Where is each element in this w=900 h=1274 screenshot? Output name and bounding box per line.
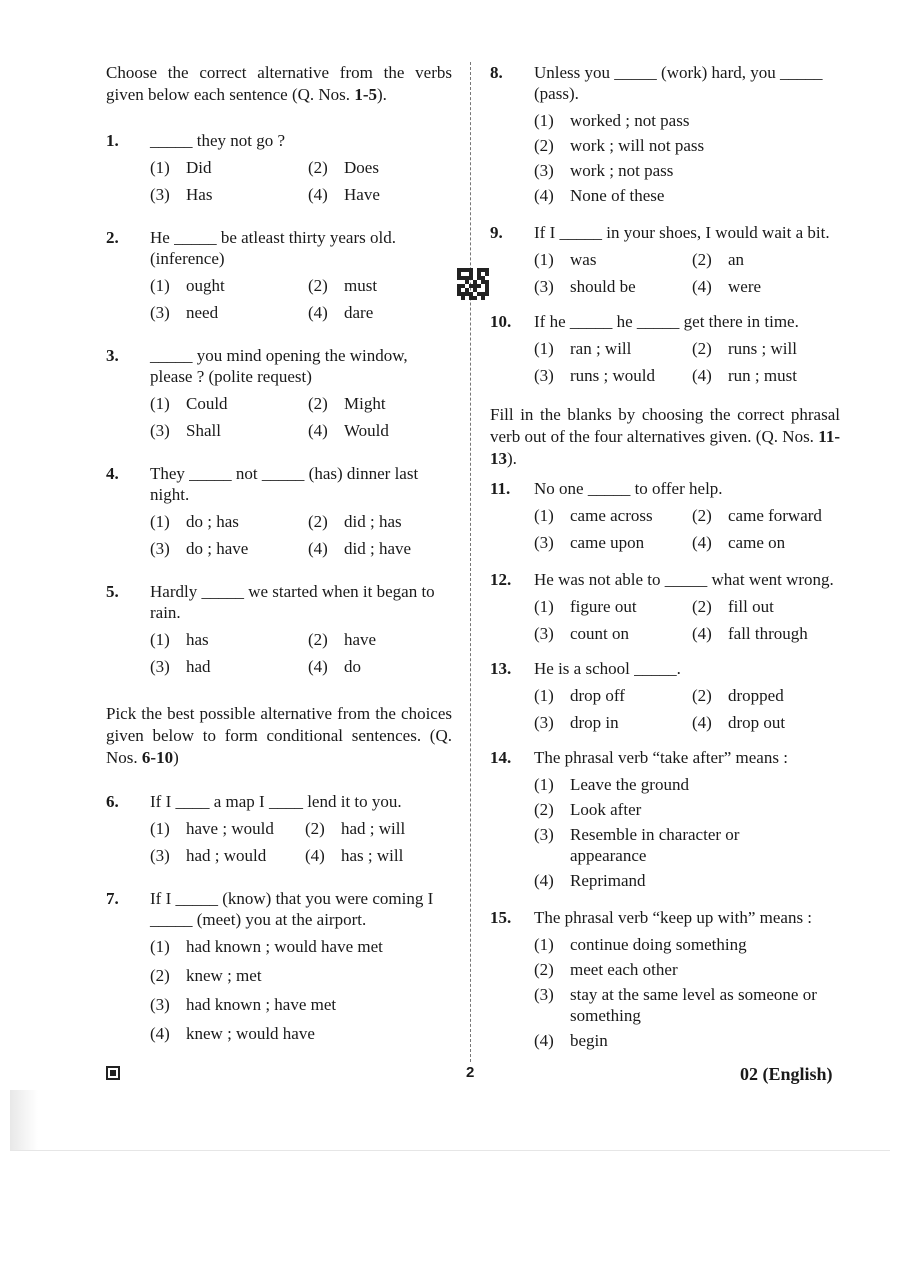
instructions-q11-13: Fill in the blanks by choosing the correct phrasal verb out of the four alternatives given. (Q. Nos. 11-13). — [490, 405, 840, 468]
option-2[interactable]: (2) came forward — [692, 506, 822, 525]
option-3[interactable]: (3) should be — [534, 277, 636, 296]
question-text: If I _____ (know) that you were coming I _____ (meet) you at the airport. — [150, 889, 434, 929]
option-4[interactable]: (4) were — [692, 277, 762, 296]
option-1[interactable]: (1) ought — [150, 276, 225, 295]
option-4[interactable]: (4) Would — [308, 421, 389, 440]
option-4[interactable]: (4) did ; have — [308, 539, 412, 558]
option-1[interactable]: (1) do ; has — [150, 512, 239, 531]
option-3[interactable]: (3) drop in — [534, 713, 619, 732]
option-2[interactable]: (2) meet each other — [534, 960, 678, 979]
column-divider — [470, 62, 471, 1062]
question-text: The phrasal verb “take after” means : — [534, 748, 788, 767]
options — [534, 110, 840, 206]
option-2[interactable]: (2) Look after — [534, 800, 642, 819]
question-number: 11. — [490, 479, 511, 498]
question-8 — [490, 62, 840, 206]
option-1[interactable]: (1) had known ; would have met — [150, 937, 383, 956]
options — [150, 157, 452, 205]
option-1[interactable]: (1) Leave the ground — [534, 775, 689, 794]
question-3 — [106, 345, 452, 441]
option-1[interactable]: (1) drop off — [534, 686, 625, 705]
option-4[interactable]: (4) do — [308, 657, 361, 676]
option-3[interactable]: (3) stay at the same level as someone or something — [534, 985, 817, 1025]
option-4[interactable]: (4) begin — [534, 1031, 608, 1050]
options — [150, 275, 452, 323]
question-text: _____ you mind opening the window, please ? (polite request) — [150, 346, 408, 386]
question-number: 10. — [490, 312, 512, 331]
option-2[interactable]: (2) have — [308, 630, 377, 649]
options — [534, 505, 840, 553]
question-text: Unless you _____ (work) hard, you _____ (pass). — [534, 63, 823, 103]
option-1[interactable]: (1) was — [534, 250, 597, 269]
right-column — [490, 62, 840, 1051]
option-4[interactable]: (4) has ; will — [305, 846, 404, 865]
option-4[interactable]: (4) None of these — [534, 186, 665, 205]
question-text: If I _____ in your shoes, I would wait a bit. — [534, 223, 830, 242]
scan-shadow — [10, 1090, 38, 1150]
question-6 — [106, 791, 452, 866]
question-number: 5. — [106, 582, 119, 601]
option-1[interactable]: (1) have ; would — [150, 819, 274, 838]
option-4[interactable]: (4) dare — [308, 303, 374, 322]
question-number: 9. — [490, 223, 503, 242]
question-number: 8. — [490, 63, 503, 82]
option-2[interactable]: (2) runs ; will — [692, 339, 797, 358]
options — [150, 629, 452, 677]
option-2[interactable]: (2) did ; has — [308, 512, 402, 531]
option-3[interactable]: (3) do ; have — [150, 539, 249, 558]
question-text: If he _____ he _____ get there in time. — [534, 312, 799, 331]
options — [150, 936, 452, 1044]
option-3[interactable]: (3) runs ; would — [534, 366, 655, 385]
option-2[interactable]: (2) had ; will — [305, 819, 406, 838]
question-number: 6. — [106, 792, 119, 811]
question-13 — [490, 658, 840, 733]
paper-code: 02 (English) — [740, 1064, 833, 1084]
options — [534, 596, 840, 644]
option-3[interactable]: (3) Shall — [150, 421, 221, 440]
question-text: The phrasal verb “keep up with” means : — [534, 908, 813, 927]
option-1[interactable]: (1) figure out — [534, 597, 637, 616]
question-number: 12. — [490, 570, 512, 589]
option-2[interactable]: (2) dropped — [692, 686, 784, 705]
option-2[interactable]: (2) Does — [308, 158, 379, 177]
option-4[interactable]: (4) Have — [308, 185, 380, 204]
options — [534, 774, 840, 891]
question-text: He was not able to _____ what went wrong. — [534, 570, 834, 589]
option-3[interactable]: (3) had ; would — [150, 846, 267, 865]
left-column — [106, 62, 452, 1044]
option-1[interactable]: (1) has — [150, 630, 209, 649]
question-text: Hardly _____ we started when it began to rain. — [150, 582, 435, 622]
question-7 — [106, 888, 452, 1044]
option-2[interactable]: (2) knew ; met — [150, 966, 262, 985]
question-12 — [490, 569, 840, 644]
options — [534, 934, 840, 1051]
options — [150, 511, 452, 559]
options — [534, 685, 840, 733]
option-1[interactable]: (1) worked ; not pass — [534, 111, 690, 130]
question-number: 14. — [490, 748, 512, 767]
question-14 — [490, 747, 840, 891]
question-text: He is a school _____. — [534, 659, 681, 678]
question-text: No one _____ to offer help. — [534, 479, 723, 498]
option-3[interactable]: (3) came upon — [534, 533, 645, 552]
question-2 — [106, 227, 452, 323]
options — [534, 338, 840, 386]
option-4[interactable]: (4) came on — [692, 533, 786, 552]
instructions-q6-10: Pick the best possible alternative from the choices given below to form conditional sentences. (Q. Nos. 6-10) — [106, 704, 452, 767]
question-4 — [106, 463, 452, 559]
options — [534, 249, 840, 297]
option-4[interactable]: (4) knew ; would have — [150, 1024, 315, 1043]
option-2[interactable]: (2) fill out — [692, 597, 774, 616]
question-1 — [106, 130, 452, 205]
question-number: 13. — [490, 659, 512, 678]
option-2[interactable]: (2) Might — [308, 394, 386, 413]
option-2[interactable]: (2) work ; will not pass — [534, 136, 705, 155]
question-15 — [490, 907, 840, 1051]
page-number: 2 — [466, 1064, 475, 1081]
option-3[interactable]: (3) Resemble in character or appearance — [534, 825, 740, 865]
option-4[interactable]: (4) run ; must — [692, 366, 797, 385]
option-3[interactable]: (3) work ; not pass — [534, 161, 674, 180]
question-number: 1. — [106, 131, 119, 150]
question-text: He _____ be atleast thirty years old. (inference) — [150, 228, 396, 268]
option-4[interactable]: (4) drop out — [692, 713, 786, 732]
option-1[interactable]: (1) continue doing something — [534, 935, 747, 954]
question-number: 4. — [106, 464, 119, 483]
option-2[interactable]: (2) an — [692, 250, 745, 269]
question-text: _____ they not go ? — [150, 131, 286, 150]
qr-code-icon — [457, 268, 489, 300]
options — [150, 818, 452, 866]
options — [150, 393, 452, 441]
instructions-q1-5: Choose the correct alternative from the verbs given below each sentence (Q. Nos. 1-5). — [106, 63, 452, 104]
option-3[interactable]: (3) count on — [534, 624, 630, 643]
question-text: They _____ not _____ (has) dinner last night. — [150, 464, 419, 504]
question-number: 3. — [106, 346, 119, 365]
question-number: 2. — [106, 228, 119, 247]
option-3[interactable]: (3) had known ; have met — [150, 995, 337, 1014]
question-11 — [490, 478, 840, 553]
option-1[interactable]: (1) came across — [534, 506, 653, 525]
option-1[interactable]: (1) ran ; will — [534, 339, 632, 358]
option-1[interactable]: (1) Did — [150, 158, 212, 177]
square-marker-icon — [106, 1066, 120, 1080]
option-2[interactable]: (2) must — [308, 276, 378, 295]
option-4[interactable]: (4) fall through — [692, 624, 808, 643]
option-3[interactable]: (3) need — [150, 303, 219, 322]
question-10 — [490, 311, 840, 386]
option-4[interactable]: (4) Reprimand — [534, 871, 646, 890]
question-number: 7. — [106, 889, 119, 908]
scan-edge-line — [10, 1150, 890, 1151]
option-3[interactable]: (3) Has — [150, 185, 213, 204]
question-number: 15. — [490, 908, 512, 927]
question-text: If I ____ a map I ____ lend it to you. — [150, 792, 402, 811]
option-3[interactable]: (3) had — [150, 657, 211, 676]
question-9 — [490, 222, 840, 297]
option-1[interactable]: (1) Could — [150, 394, 228, 413]
question-5 — [106, 581, 452, 677]
